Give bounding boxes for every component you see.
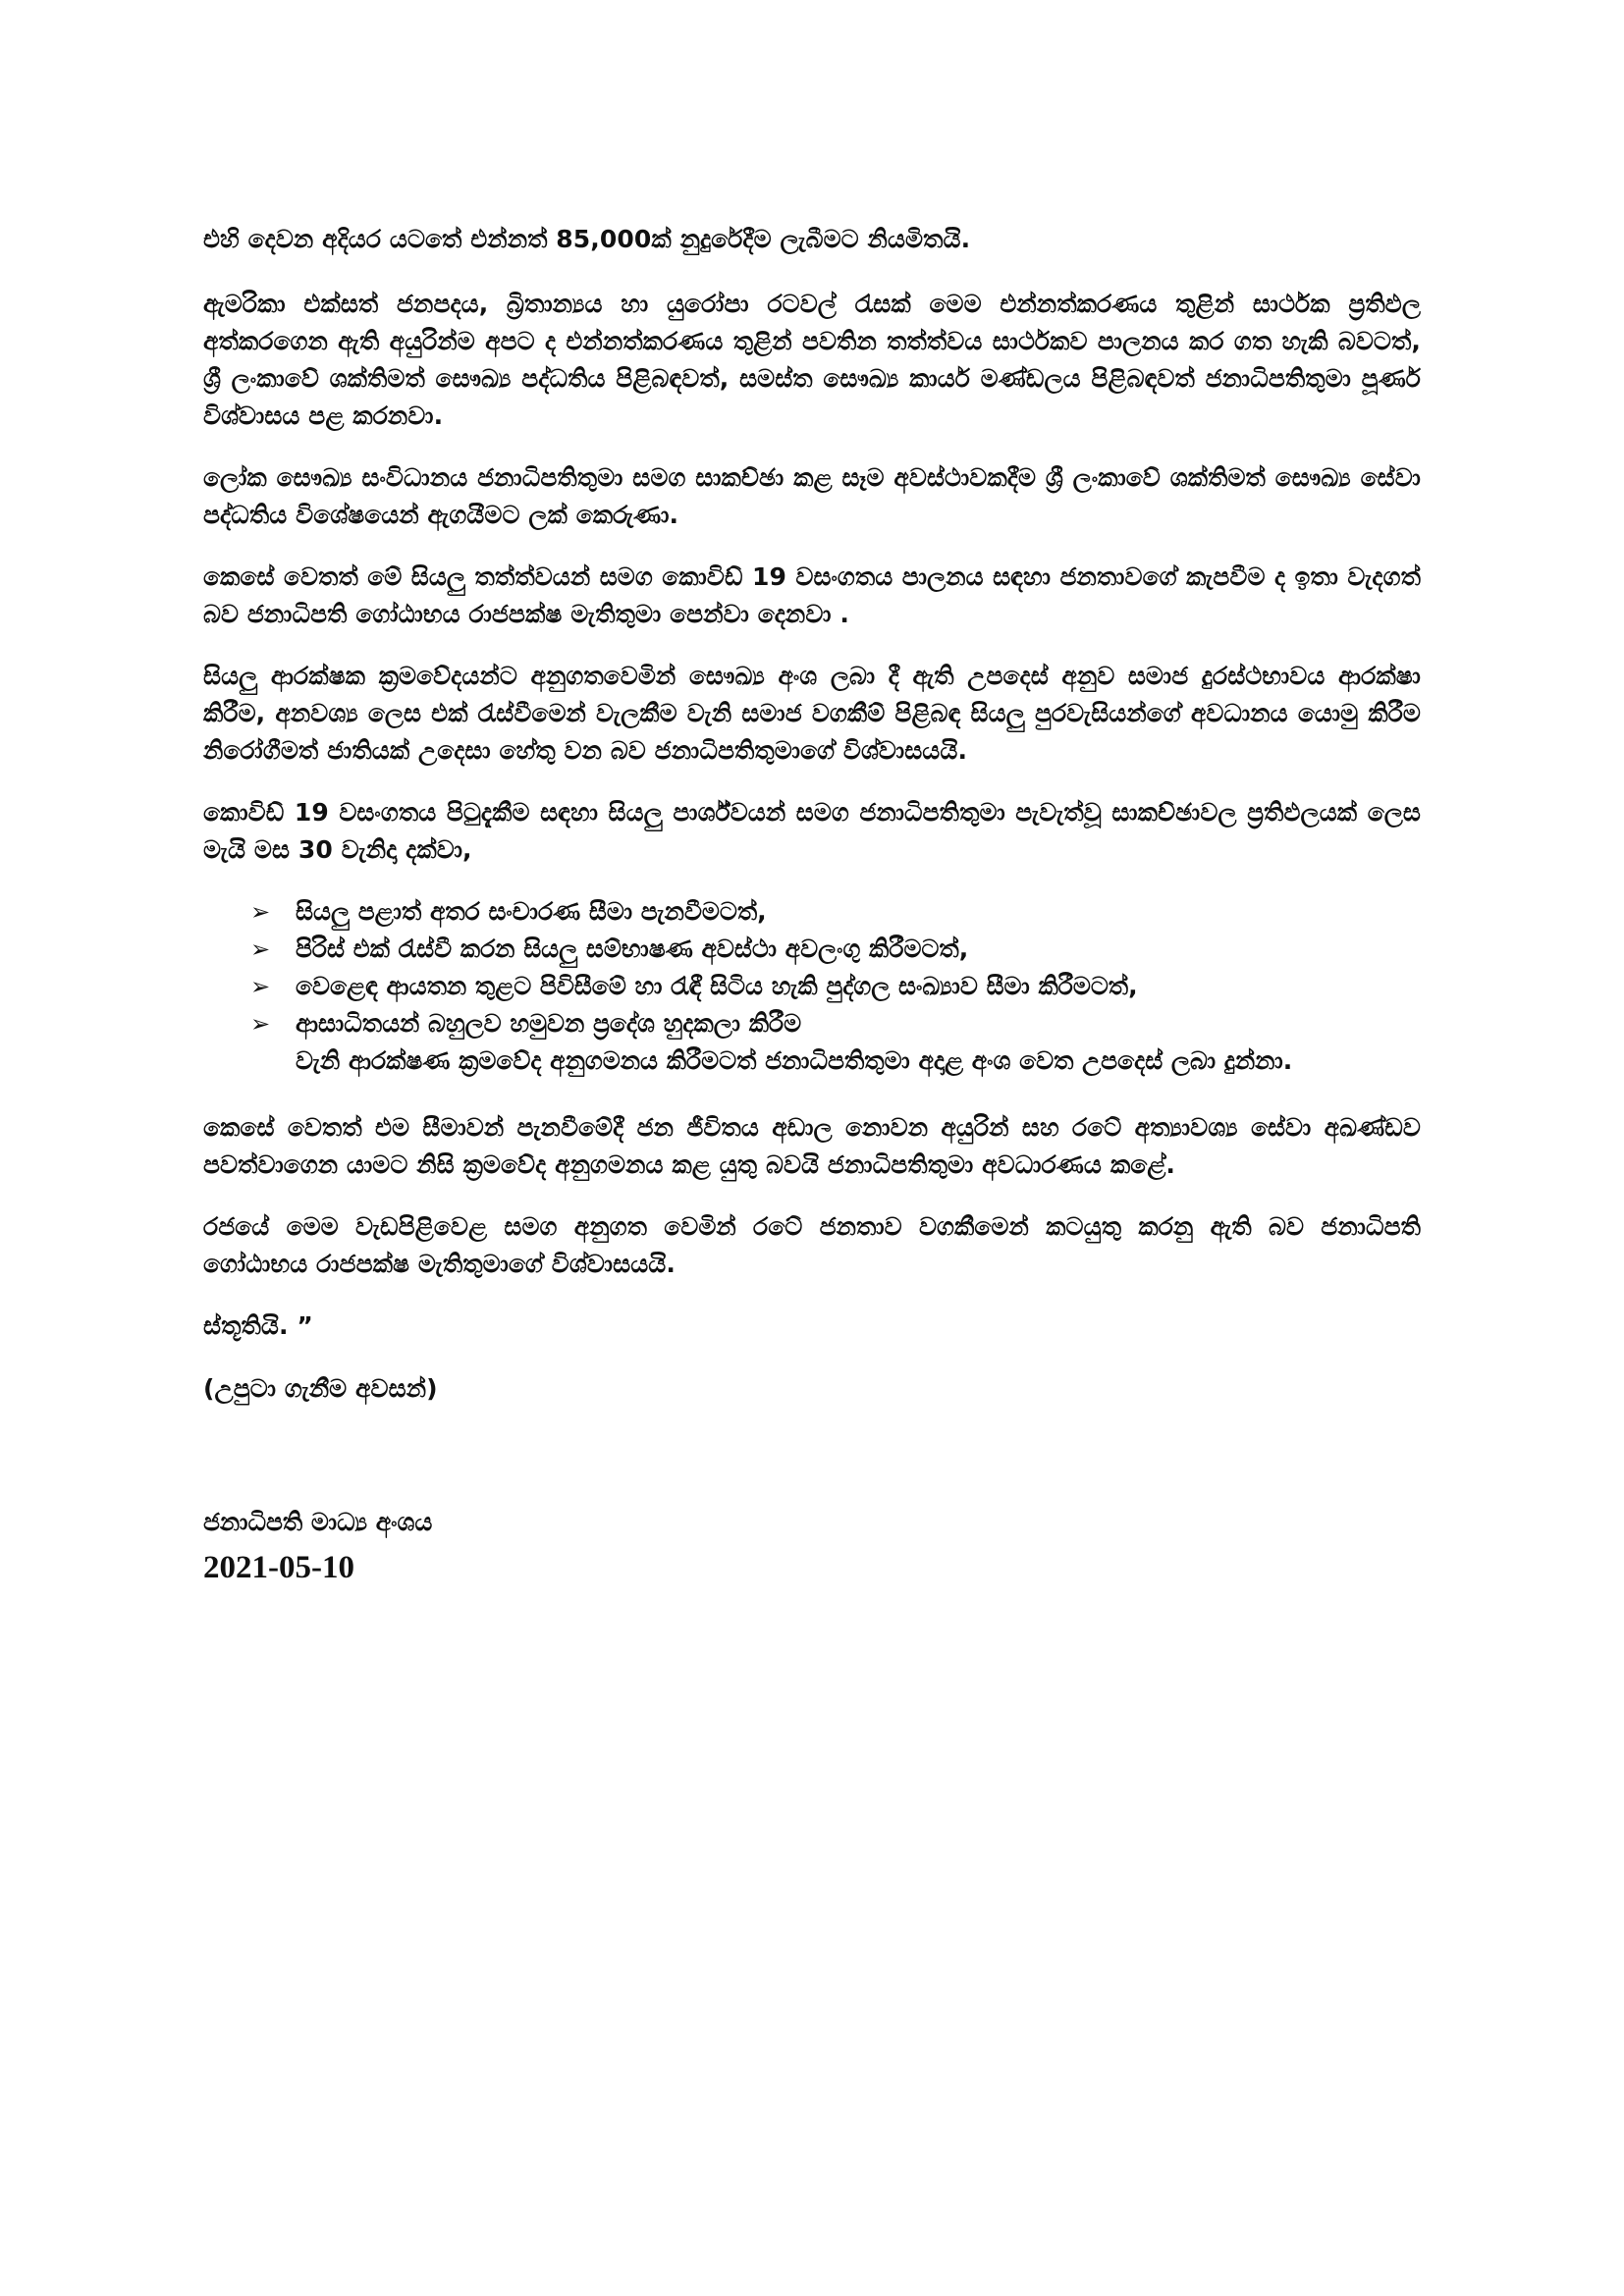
paragraph-essential-services: කෙසේ වෙතත් එම සීමාවන් පැනවීමේදී ජන ජීවිතය අඩාල නොවන අයුරින් සහ රටේ අත්‍යාවශ්‍ය සේවා අඛණ්ඩව පවත්වාගෙන යාමට නිසි ක්‍රමවේද අනුගමනය කළ යුතු බවයි ජනාධිපතිතුමා අවධාරණය කළේ. xyxy=(203,1113,1421,1179)
paragraph-restrictions-intro: කොවිඩ් 19 වසංගතය පිටුදැකීම සඳහා සියලු පාර්ශ්වයන් සමග ජනාධිපතිතුමා පැවැත්වූ සාකච්ඡාවල ප්‍රතිඵලයක් ලෙස මැයි මස 30 වැනිදා දක්වා, xyxy=(203,798,1421,864)
paragraph-vaccine-second-phase: එහි දෙවන අදියර යටතේ එන්නත් 85,000ක් නුදුරේදීම ලැබීමට නියමිතයි. xyxy=(203,225,971,253)
list-item xyxy=(250,931,1421,968)
list-item-text: වෙළෙඳ ආයතන තුළට පිවිසීමේ හා රැඳී සිටිය හැකි පුද්ගල සංඛ්‍යාව සීමා කිරීමටත්, xyxy=(296,972,1138,1000)
arrowhead-bullet-icon: ➢ xyxy=(250,935,271,963)
list-item xyxy=(250,1005,1421,1080)
excerpt-end-note: (උපුටා ගැනීම අවසන්) xyxy=(203,1374,438,1403)
list-item-text: පිරිස් එක් රැස්වී කරන සියලු සම්භාෂණ අවස්ථා අවලංගු කිරීමටත්, xyxy=(296,934,969,963)
list-item-text: ආසාධිතයන් බහුලව හමුවන ප්‍රදේශ හුදකලා කිරීම xyxy=(296,1009,802,1038)
document-page xyxy=(203,221,1421,1588)
arrowhead-bullet-icon: ➢ xyxy=(250,973,271,1000)
paragraph-who-appreciation: ලෝක සෞඛ්‍ය සංවිධානය ජනාධිපතිතුමා සමග සාකච්ඡා කළ සෑම අවස්ථාවකදීම ශ්‍රී ලංකාවේ ශක්තිමත් සෞඛ්‍ය සේවා පද්ධතිය විශේෂයෙන් ඇගයීමට ලක් කෙරුණා. xyxy=(203,463,1421,529)
list-item-continuation: වැනි ආරක්ෂණ ක්‍රමවේද අනුගමනය කිරීමටත් ජනාධිපතිතුමා අදාළ අංශ වෙත උපදෙස් ලබා දුන්නා. xyxy=(296,1046,1293,1075)
list-item-text: සියලු පළාත් අතර සංචාරණ සීමා පැනවීමටත්, xyxy=(296,897,767,926)
list-item xyxy=(250,968,1421,1005)
arrowhead-bullet-icon: ➢ xyxy=(250,898,271,926)
thanks-line: ස්තූතියි. ” xyxy=(203,1311,313,1340)
list-item xyxy=(250,893,1421,931)
arrowhead-bullet-icon: ➢ xyxy=(250,1010,271,1038)
paragraph-safety-measures: සියලු ආරක්ෂක ක්‍රමවේදයන්ට අනුගතවෙමින් සෞඛ්‍ය අංශ ලබා දී ඇති උපදෙස් අනුව සමාජ දුරස්ථභාවය ආරක්ෂා කිරීම, අනවශ්‍ය ලෙස එක් රැස්වීමෙන් වැලකීම වැනි සමාජ වගකීම් පිළිබඳ සියලු පුරවැසියන්ගේ අවධානය යොමු කිරීම නිරෝගීමත් ජාතියක් උදෙසා හේතු වන බව ජනාධිපතිතුමාගේ විශ්වාසයයි. xyxy=(203,662,1421,765)
paragraph-vaccination-confidence: ඇමරිකා එක්සත් ජනපදය, බ්‍රිතාන්‍යය හා යුරෝපා රටවල් රැසක් මෙම එන්නත්කරණය තුළින් සාර්ථක ප්‍රතිඵල අත්කරගෙන ඇති අයුරින්ම අපට ද එන්නත්කරණය තුළින් පවතින තත්ත්වය සාර්ථකව පාලනය කර ගත හැකි බවටත්, ශ්‍රී ලංකාවේ ශක්තිමත් සෞඛ්‍ය පද්ධතිය පිළිබඳවත්, සමස්ත සෞඛ්‍ය කාර්ය මණ්ඩලය පිළිබඳවත් ජනාධිපතිතුමා පූර්ණ විශ්වාසය පළ කරනවා. xyxy=(203,290,1421,430)
paragraph-public-commitment: කෙසේ වෙතත් මේ සියලු තත්ත්වයන් සමග කොවිඩ් 19 වසංගතය පාලනය සඳහා ජනතාවගේ කැපවීම ද ඉතා වැදගත් බව ජනාධිපති ගෝඨාභය රාජපක්ෂ මැතිතුමා පෙන්වා දෙනවා . xyxy=(203,562,1421,628)
issuing-division: ජනාධිපති මාධ්‍ය අංශය xyxy=(203,1508,433,1536)
paragraph-public-responsibility: රජයේ මෙම වැඩපිළිවෙළ සමග අනුගත වෙමින් රටේ ජනතාව වගකීමෙන් කටයුතු කරනු ඇති බව ජනාධිපති ගෝඨාභය රාජපක්ෂ මැතිතුමාගේ විශ්වාසයයි. xyxy=(203,1212,1421,1278)
document-date: 2021-05-10 xyxy=(203,1550,354,1585)
restrictions-list xyxy=(203,893,1421,1080)
